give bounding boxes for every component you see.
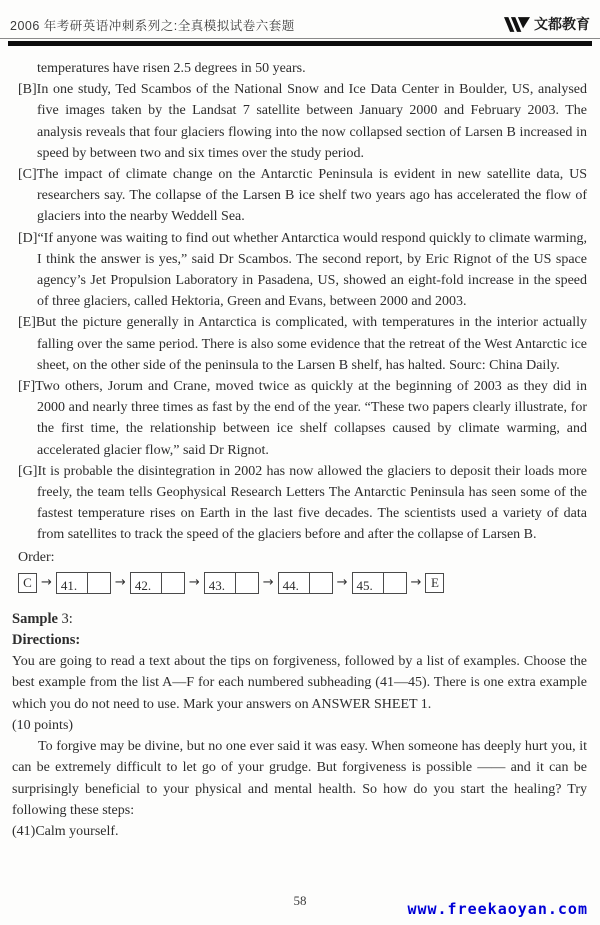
passage-paragraph-e — [18, 312, 587, 376]
order-label: Order: — [18, 549, 55, 565]
paragraph-text: But the picture generally in Antarctica is complicated, with temperatures in the interior actually falling over the same period. There is also some evidence that the retreat of the West Antarctic ice sheet, on the other side of the peninsula to the Larsen B shelf, has halted. Sourc: China Daily. — [35, 315, 587, 373]
paragraph-label: [F] — [18, 379, 36, 395]
paragraph-text: In one study, Ted Scambos of the National Snow and Ice Data Center in Boulder, US, analysed five images taken by the Landsat 7 satellite between January 2000 and February 2003. The analysis reveals that four glaciers flowing into the now collapsed section of Larsen B increased in speed by between two and six times over the study period. — [36, 82, 587, 161]
page-number: 58 — [293, 893, 307, 908]
slot-number: 43. — [205, 573, 236, 593]
passage-paragraph-b — [18, 79, 587, 164]
directions-label: Directions: — [12, 632, 81, 649]
order-end-box: E — [425, 573, 444, 593]
slot-number: 42. — [131, 573, 162, 593]
arrow-right-icon: → — [188, 574, 200, 590]
sample-body-text: To forgive may be divine, but no one ever said it was easy. When someone has deeply hurt you, it can be extremely difficult to let go of your grudge. But forgiveness is possible —— and it can be surprisingly beneficial to your physical and mental health. So how do you start the healing? Try following these steps: — [12, 739, 587, 818]
directions-text: You are going to read a text about the tips on forgiveness, followed by a list of examples. Choose the best example from the list A—F for each numbered subheading (41—45). There is one extra example which you do not need to use. Mark your answers on ANSWER SHEET 1. — [12, 654, 587, 712]
slot-answer-blank[interactable] — [384, 573, 406, 593]
page-body — [0, 46, 600, 842]
arrow-right-icon: → — [41, 574, 52, 590]
sample-heading — [12, 609, 587, 630]
footer-url-link[interactable]: www.freekaoyan.com — [407, 900, 588, 918]
paragraph-text: The impact of climate change on the Antarctic Peninsula is evident in new satellite data, US researchers say. The collapse of the Larsen B ice shelf two years ago has accelerated the flow of glaciers into the nearby Weddell Sea. — [36, 167, 587, 225]
slot-answer-blank[interactable] — [310, 573, 332, 593]
subheading-41: (41)Calm yourself. — [12, 823, 119, 839]
order-slot-43[interactable] — [204, 572, 259, 594]
slot-answer-blank[interactable] — [88, 573, 110, 593]
sample-section — [12, 609, 587, 842]
paragraph-label: [B] — [18, 82, 37, 98]
order-slot-41[interactable] — [56, 572, 111, 594]
header-title: 2006 年考研英语冲刺系列之:全真模拟试卷六套题 — [10, 19, 295, 33]
paragraph-text: Two others, Jorum and Crane, moved twice as quickly at the beginning of 2003 as they did in 2000 and nearly three times as fast by the end of the year. “These two papers clearly illustrate, for the first time, the relationship between ice shelf collapses caused by climate warming, and accelerated glacier flow,” said Dr Rignot. — [35, 379, 587, 458]
passage-paragraph-d — [18, 228, 587, 313]
arrow-right-icon: → — [410, 574, 422, 590]
page-header — [0, 0, 600, 39]
paragraph-label: [C] — [18, 167, 37, 183]
slot-number: 41. — [57, 573, 88, 593]
paragraph-label: [D] — [18, 230, 38, 246]
arrow-right-icon: → — [336, 574, 348, 590]
order-start-box: C — [18, 573, 37, 593]
slot-answer-blank[interactable] — [162, 573, 184, 593]
brand-name: 文都教育 — [534, 16, 590, 32]
paragraph-label: [E] — [18, 315, 36, 331]
brand-logo — [504, 14, 590, 34]
wendu-w-icon — [504, 17, 530, 32]
order-diagram — [18, 571, 587, 595]
slot-number: 44. — [279, 573, 310, 593]
order-slot-45[interactable] — [352, 572, 407, 594]
sample-heading-word: Sample — [12, 610, 58, 627]
arrow-right-icon: → — [114, 574, 126, 590]
paragraph-text: “If anyone was waiting to find out whether Antarctica would respond quickly to climate warming, I think the answer is yes,” said Dr Scambos. The second report, by Eric Rignot of the US space agency’s Jet Propulsion Laboratory in Pasadena, US, showed an eight-fold increase in the speed of three glaciers, called Hektoria, Green and Evans, between 2000 and 2003. — [37, 230, 587, 310]
passage-paragraph-c — [18, 164, 587, 228]
arrow-right-icon: → — [262, 574, 274, 590]
slot-number: 45. — [353, 573, 384, 593]
passage-paragraph-f — [18, 376, 587, 461]
order-slot-42[interactable] — [130, 572, 185, 594]
paragraph-label: [G] — [18, 463, 38, 479]
slot-answer-blank[interactable] — [236, 573, 258, 593]
paragraph-text: It is probable the disintegration in 2002 has now allowed the glaciers to deposit their loads more freely, the team tells Geophysical Research Letters The Antarctic Peninsula has seen some of the fastest temperature rises on Earth in the last five decades. The scientists used a variety of data from satellites to track the speed of the glaciers before and after the collapse of Larsen B. — [37, 463, 587, 543]
passage-paragraph-g — [18, 461, 587, 546]
sample-heading-number: 3: — [57, 610, 73, 627]
passage-continuation-line: temperatures have risen 2.5 degrees in 50 years. — [37, 61, 306, 76]
order-slot-44[interactable] — [278, 572, 333, 594]
points-line: (10 points) — [12, 717, 74, 733]
